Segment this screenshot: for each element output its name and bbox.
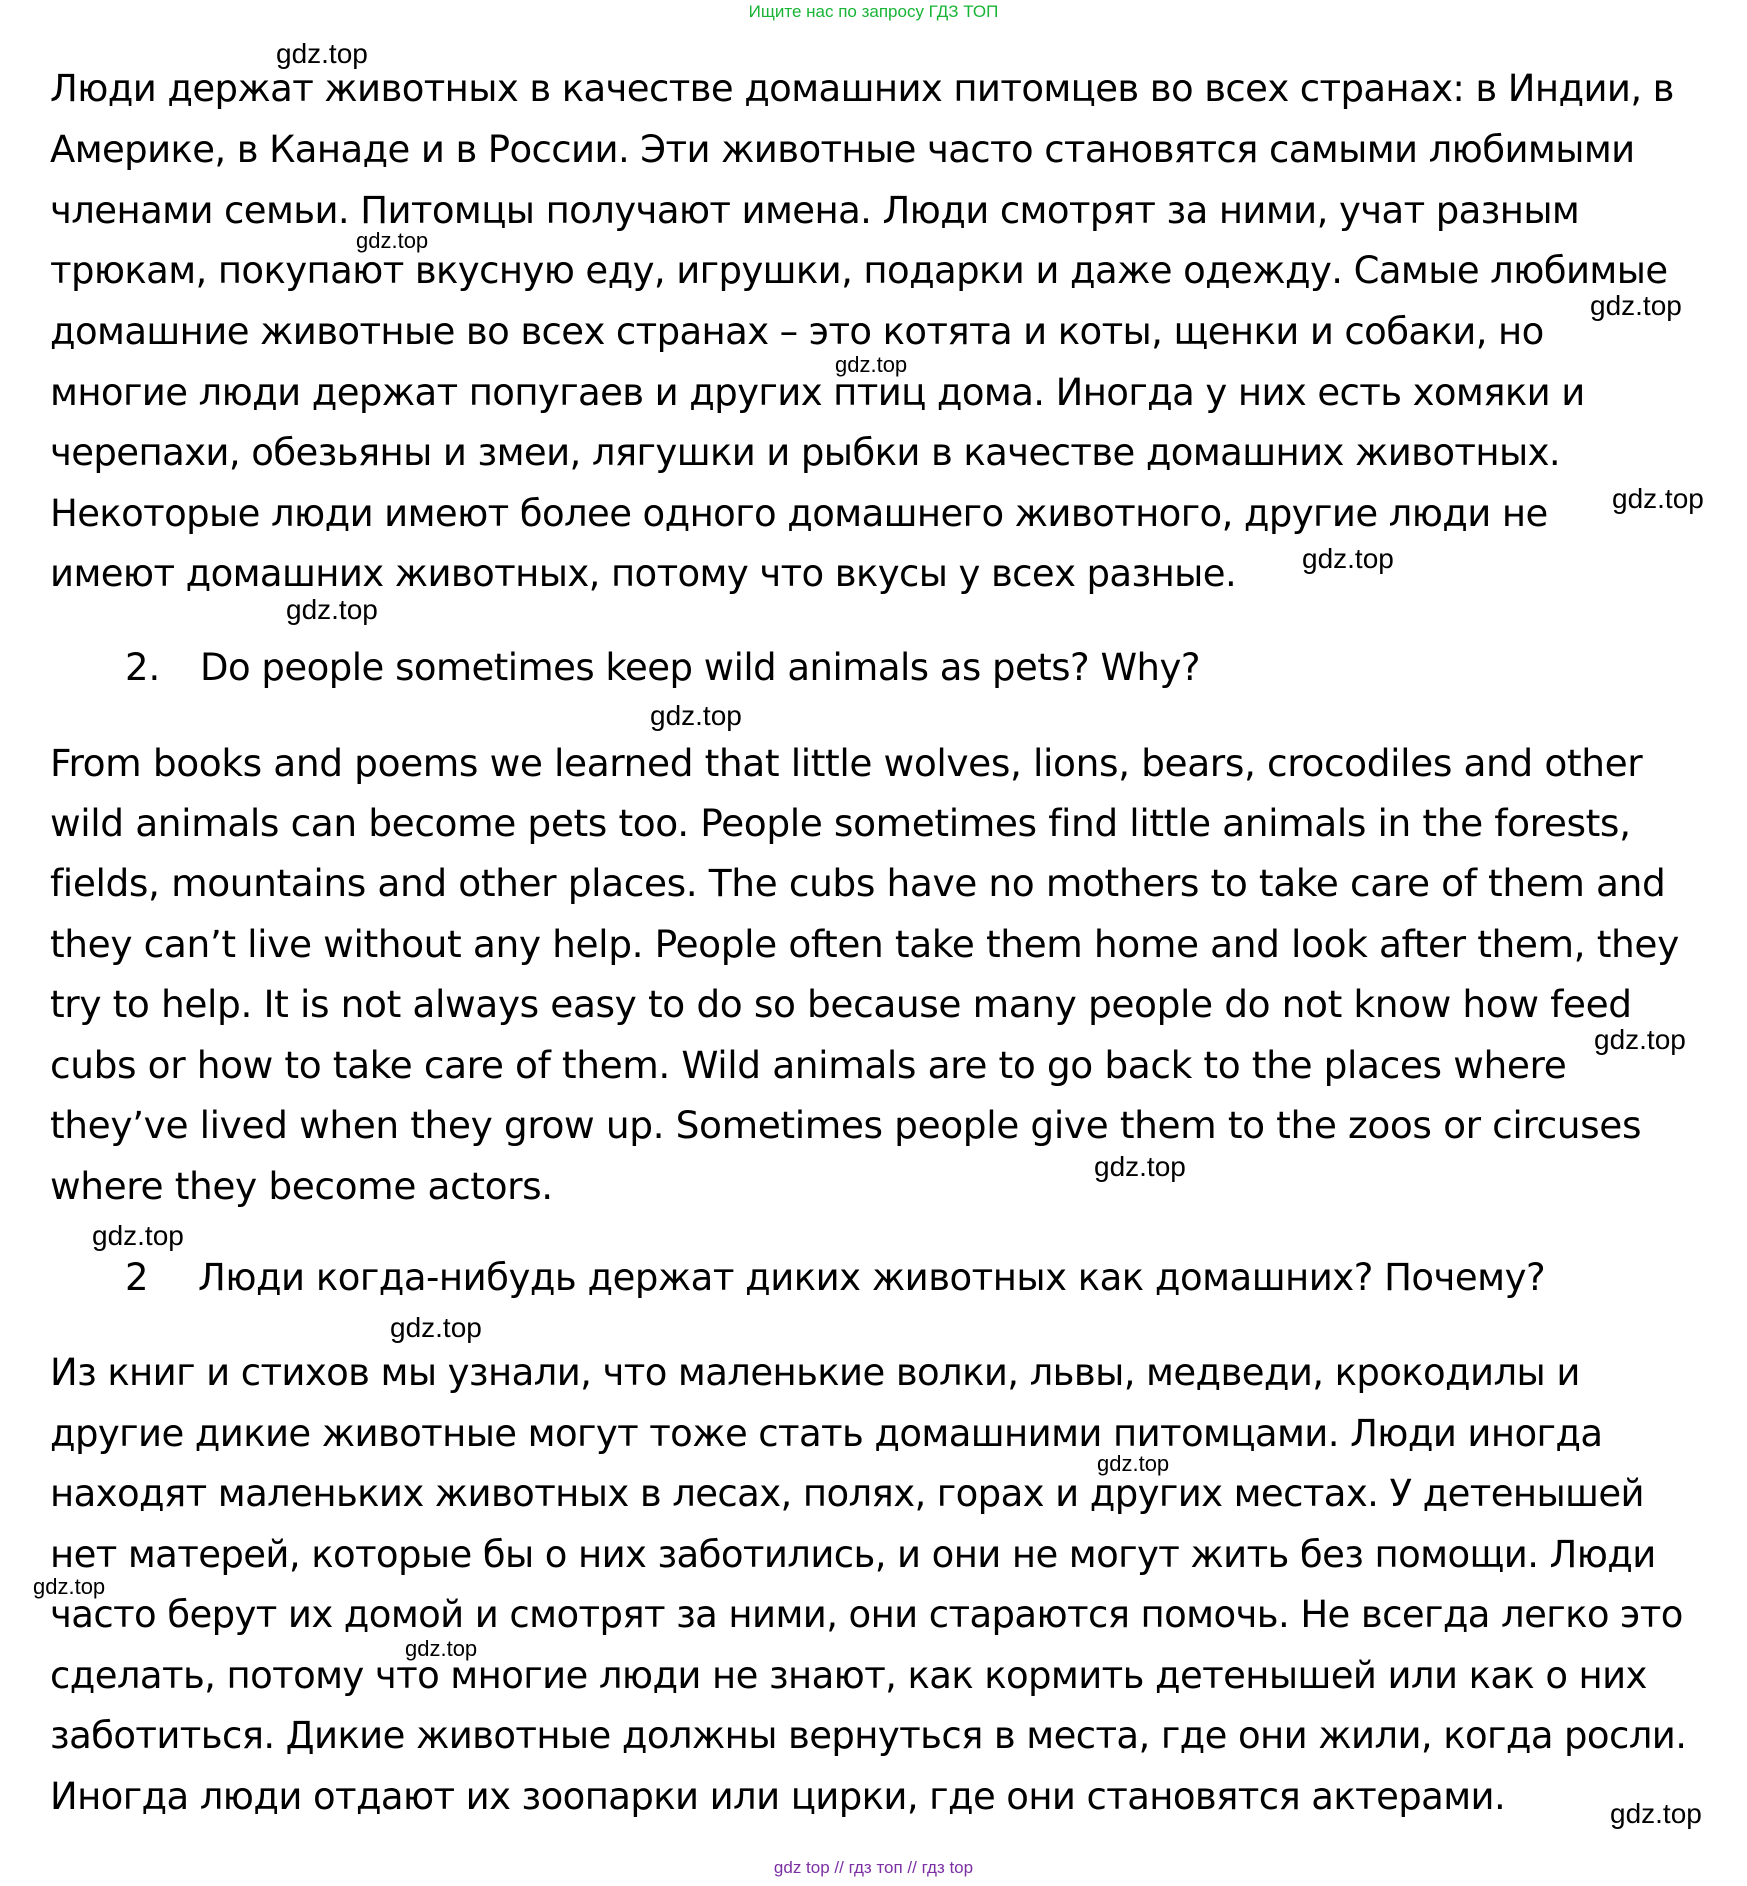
text-line: Люди держат животных в качестве домашних питомцев во всех странах: в Индии, в — [50, 67, 1674, 110]
top-banner: Ищите нас по запросу ГДЗ ТОП — [748, 2, 999, 21]
watermark: gdz.top — [1612, 483, 1704, 514]
text-line: трюкам, покупают вкусную еду, игрушки, подарки и даже одежду. Самые любимые — [50, 249, 1668, 292]
text-line: they’ve lived when they grow up. Sometimes people give them to the zoos or circuses — [50, 1103, 1642, 1147]
watermark: gdz.top — [390, 1312, 482, 1343]
watermark: gdz.top — [286, 594, 378, 625]
text-line: домашние животные во всех странах – это котята и коты, щенки и собаки, но — [50, 310, 1544, 353]
watermark: gdz.top — [1610, 1798, 1702, 1829]
text-line: Из книг и стихов мы узнали, что маленькие волки, львы, медведи, крокодилы и — [50, 1351, 1580, 1394]
watermark: gdz.top — [1302, 543, 1394, 574]
text-line: try to help. It is not always easy to do so because many people do not know how feed — [50, 982, 1632, 1026]
watermark: gdz.top — [405, 1636, 478, 1661]
watermark: gdz.top — [650, 700, 742, 731]
question-number: 2. — [125, 646, 161, 689]
watermark: gdz.top — [1594, 1024, 1686, 1055]
text-line: находят маленьких животных в лесах, полях, горах и других местах. У детенышей — [50, 1472, 1644, 1515]
text-line: wild animals can become pets too. People sometimes find little animals in the forests, — [50, 801, 1631, 845]
question-text: Люди когда-нибудь держат диких животных как домашних? Почему? — [198, 1256, 1546, 1299]
watermark: gdz.top — [356, 228, 429, 253]
text-line: нет матерей, которые бы о них заботились, и они не могут жить без помощи. Люди — [50, 1533, 1656, 1576]
text-line: they can’t live without any help. People often take them home and look after them, they — [50, 922, 1679, 966]
text-line: часто берут их домой и смотрят за ними, они стараются помочь. Не всегда легко это — [50, 1593, 1683, 1636]
text-line: членами семьи. Питомцы получают имена. Люди смотрят за ними, учат разным — [50, 189, 1580, 232]
watermark: gdz.top — [835, 352, 908, 377]
text-line: заботиться. Дикие животные должны вернуться в места, где они жили, когда росли. — [50, 1714, 1687, 1757]
watermark: gdz.top — [1097, 1451, 1170, 1476]
text-line: имеют домашних животных, потому что вкусы у всех разные. — [50, 552, 1237, 595]
text-line: сделать, потому что многие люди не знают, как кормить детенышей или как о них — [50, 1654, 1647, 1697]
watermark: gdz.top — [1094, 1151, 1186, 1182]
text-line: многие люди держат попугаев и других птиц дома. Иногда у них есть хомяки и — [50, 371, 1585, 414]
watermark: gdz.top — [276, 38, 368, 69]
text-line: From books and poems we learned that little wolves, lions, bears, crocodiles and other — [50, 741, 1643, 785]
text-line: другие дикие животные могут тоже стать домашними питомцами. Люди иногда — [50, 1412, 1603, 1455]
text-line: fields, mountains and other places. The cubs have no mothers to take care of them and — [50, 861, 1666, 905]
question-number: 2 — [125, 1256, 149, 1299]
text-line: where they become actors. — [50, 1164, 553, 1208]
text-line: Некоторые люди имеют более одного домашнего животного, другие люди не — [50, 492, 1548, 535]
question-text: Do people sometimes keep wild animals as pets? Why? — [200, 646, 1201, 689]
text-line: Иногда люди отдают их зоопарки или цирки, где они становятся актерами. — [50, 1775, 1506, 1818]
watermark: gdz.top — [1590, 290, 1682, 321]
text-line: Америке, в Канаде и в России. Эти животные часто становятся самыми любимыми — [50, 128, 1635, 171]
watermark: gdz.top — [92, 1220, 184, 1251]
watermark: gdz.top — [33, 1574, 106, 1599]
footer: gdz top // гдз топ // гдз top — [773, 1858, 974, 1877]
text-line: cubs or how to take care of them. Wild animals are to go back to the places where — [50, 1043, 1567, 1087]
text-line: черепахи, обезьяны и змеи, лягушки и рыбки в качестве домашних животных. — [50, 431, 1561, 474]
